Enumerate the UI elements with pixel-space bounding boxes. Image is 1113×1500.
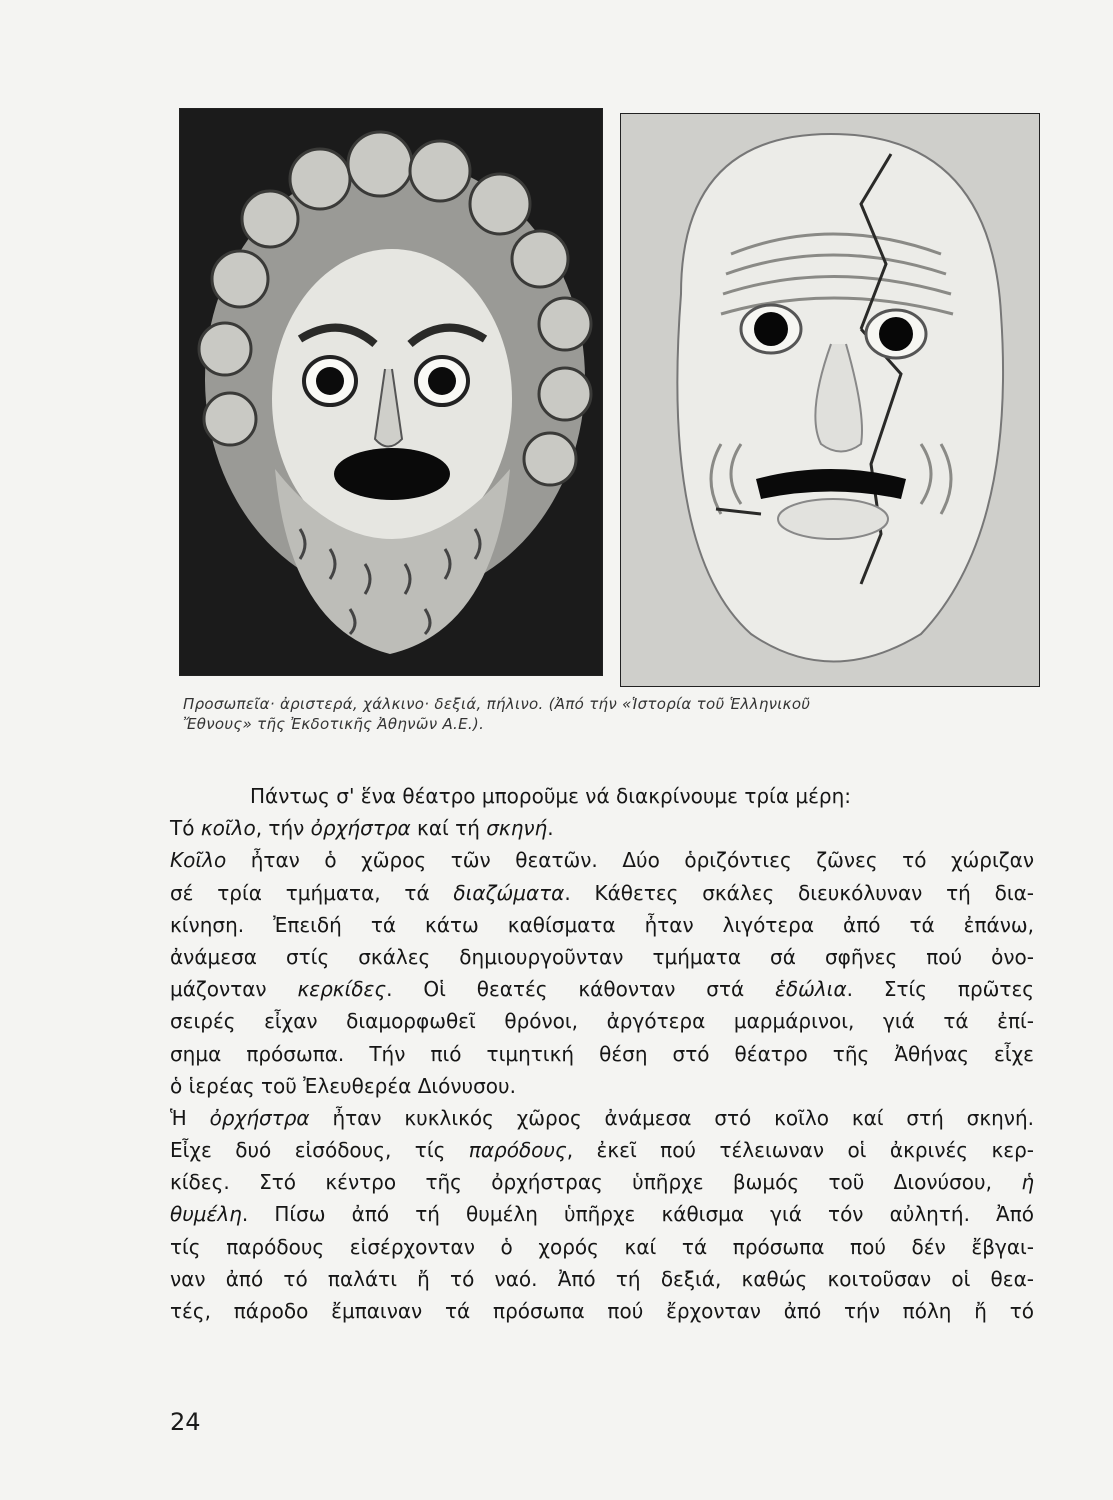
text-span: σέ τρία τμήματα, τά <box>170 880 454 905</box>
term-diazomata: διαζώματα <box>453 880 565 905</box>
text-line: ὁ ἱερέας τοῦ Ἐλευθερέα Διόνυσου. <box>170 1073 516 1098</box>
bronze-mask-photo <box>179 108 603 676</box>
text-line: ἀνάμεσα στίς σκάλες δημιουργοῦνταν τμήματα σά σφῆνες πού ὀνο- <box>170 944 1034 969</box>
text-line <box>170 1166 1034 1198</box>
text-line <box>170 973 1034 1005</box>
page-number: 24 <box>170 1408 201 1436</box>
text-span: , τήν <box>255 816 311 841</box>
text-span: . Κάθετες σκάλες διευκόλυναν τή δια- <box>564 880 1034 905</box>
term-thymeli: θυμέλη <box>170 1202 242 1227</box>
text-span: Ἡ <box>170 1105 210 1130</box>
text-line: σημα πρόσωπα. Τήν πιό τιμητική θέση στό θέατρο τῆς Ἀθήνας εἶχε <box>170 1041 1034 1066</box>
text-line <box>170 812 1034 844</box>
text-line: σειρές εἶχαν διαμορφωθεῖ θρόνοι, ἀργότερα μαρμάρινοι, γιά τά ἐπί- <box>170 1009 1034 1034</box>
text-span: . Στίς πρῶτες <box>846 977 1034 1002</box>
text-line: κίνηση. Ἐπειδή τά κάτω καθίσματα ἦταν λιγότερα ἀπό τά ἐπάνω, <box>170 912 1034 937</box>
term-parodous: παρόδους <box>468 1138 567 1163</box>
text-line <box>170 1198 1034 1230</box>
text-span: ἡ <box>1021 1170 1034 1195</box>
caption-line: Προσωπεῖα· ἀριστερά, χάλκινο· δεξιά, πήλινο. (Ἀπό τήν «Ἱστορία τοῦ Ἑλληνικοῦ <box>183 695 811 713</box>
text-line: Πάντως σ' ἕνα θέατρο μποροῦμε νά διακρίνουμε τρία μέρη: <box>250 784 852 808</box>
text-span: . Οἱ θεατές κάθονταν στά <box>386 977 776 1002</box>
text-span: . <box>547 816 554 841</box>
term-kerkides: κερκίδες <box>297 977 387 1002</box>
text-span: ἦταν κυκλικός χῶρος ἀνάμεσα στό κοῖλο καί στή σκηνή. <box>309 1105 1034 1130</box>
text-line <box>170 844 1034 876</box>
text-line: τίς παρόδους εἰσέρχονταν ὁ χορός καί τά πρόσωπα πού δέν ἔβγαι- <box>170 1234 1034 1259</box>
text-span: . Πίσω ἀπό τή θυμέλη ὑπῆρχε κάθισμα γιά τόν αὐλητή. Ἀπό <box>241 1202 1034 1227</box>
term-koilo: κοῖλο <box>200 816 256 841</box>
term-edolia: ἑδώλια <box>775 977 847 1002</box>
text-line: ναν ἀπό τό παλάτι ἤ τό ναό. Ἀπό τή δεξιά, καθώς κοιτοῦσαν οἱ θεα- <box>170 1266 1034 1291</box>
clay-mask-illustration <box>621 114 1039 686</box>
text-line <box>170 1102 1034 1134</box>
text-line <box>170 877 1034 909</box>
term-orchestra: ὀρχήστρα <box>310 816 411 841</box>
term-koilo: Κοῖλο <box>170 848 227 873</box>
term-skini: σκηνή <box>486 816 548 841</box>
term-orchestra: ὀρχήστρα <box>209 1105 310 1130</box>
text-line <box>170 1134 1034 1166</box>
text-span: , ἐκεῖ πού τέλειωναν οἱ ἀκρινές κερ- <box>566 1138 1034 1163</box>
body-text <box>170 780 1034 1327</box>
clay-mask-photo <box>620 113 1040 687</box>
text-line: τές, πάροδο ἔμπαιναν τά πρόσωπα πού ἔρχονταν ἀπό τήν πόλη ἤ τό <box>170 1299 1034 1323</box>
text-span: κίδες. Στό κέντρο τῆς ὀρχήστρας ὑπῆρχε βωμός τοῦ Διονύσου, <box>170 1170 1022 1195</box>
caption-line: Ἔθνους» τῆς Ἐκδοτικῆς Ἀθηνῶν Α.Ε.). <box>183 715 485 733</box>
text-span: Εἶχε δυό εἰσόδους, τίς <box>170 1138 469 1163</box>
text-span: μάζονταν <box>170 977 298 1002</box>
text-span: ἦταν ὁ χῶρος τῶν θεατῶν. Δύο ὁριζόντιες ζῶνες τό χώριζαν <box>226 848 1034 873</box>
bronze-mask-illustration <box>180 109 602 675</box>
text-span: Τό <box>170 816 201 841</box>
text-span: καί τή <box>410 816 487 841</box>
figure-caption <box>183 694 1013 734</box>
